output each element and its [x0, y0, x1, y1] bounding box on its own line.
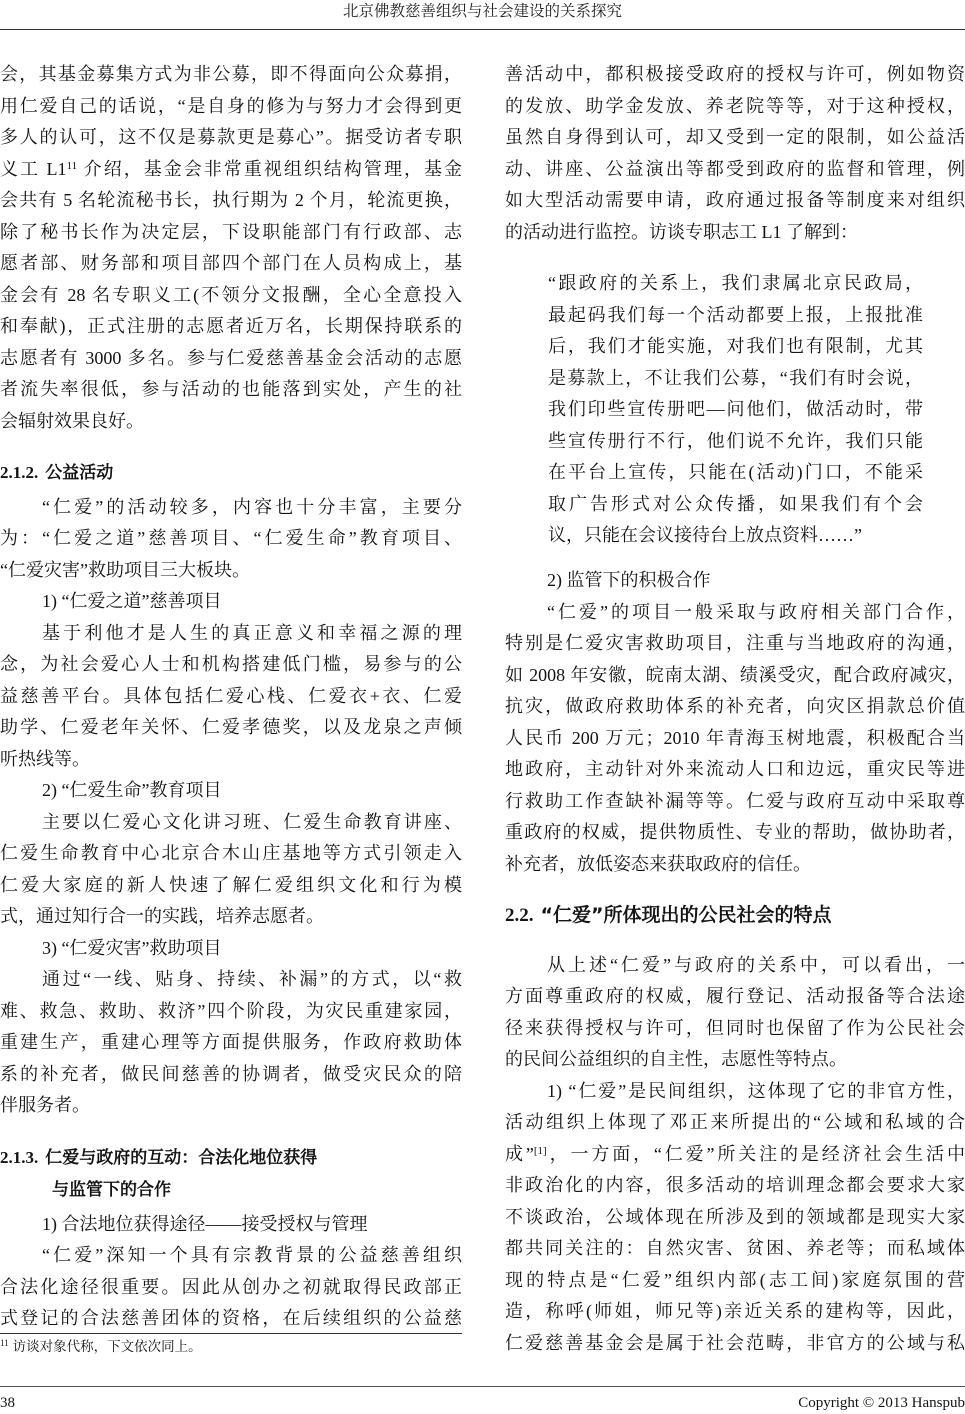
paragraph — [505, 597, 965, 881]
text-line: 补充者，放低姿态来获取政府的信任。 — [505, 853, 811, 874]
page-number: 38 — [0, 1395, 15, 1411]
paragraph — [0, 59, 462, 437]
paragraph — [0, 1240, 462, 1335]
section-number: 2.1.2. — [0, 463, 39, 482]
left-column — [0, 59, 462, 1335]
text-line: 仁爱生命教育中心北京合木山庄基地等方式引领走入 — [0, 843, 462, 863]
text-line: 动、讲座、公益演出等都受到政府的监督和管理，例 — [505, 158, 965, 179]
text-line: 非政治化的内容，很多活动的培训理念都会要求大家 — [505, 1175, 965, 1195]
text-line: 式，通过知行合一的实践，培养志愿者。 — [0, 906, 324, 926]
heading-line — [0, 457, 462, 490]
text-line: 念，为社会爱心人士和机构搭建低门槛，易参与的公 — [0, 654, 462, 674]
paragraph — [0, 964, 462, 1122]
text-line: 方面尊重政府的权威，履行登记、活动报备等合法途 — [505, 986, 965, 1006]
quote-line: 取广告形式对公众传播，如果我们有个会 — [548, 493, 923, 514]
text-line: 行救助工作查缺补漏等等。仁爱与政府互动中采取尊 — [505, 790, 965, 811]
text-line: 系的补充者，做民间慈善的协调者，做受灾民众的陪 — [0, 1063, 462, 1084]
superscript-ref: [1] — [533, 1144, 547, 1157]
quote-line: 在平台上宣传，只能在(活动)门口，不能采 — [548, 462, 923, 482]
list-item: 2) “仁爱生命”教育项目 — [42, 780, 222, 800]
text-line: 会，其基金募集方式为非公募，即不得面向公众募捐， — [0, 64, 462, 84]
text-line: 的活动进行监控。访谈专职志工 L1 了解到： — [505, 221, 858, 242]
text-line: 志愿者有 3000 多名。参与仁爱慈善基金会活动的志愿 — [0, 347, 462, 368]
paragraph — [0, 807, 462, 933]
text-line: 虽然自身得到认可，却又受到一定的限制，如公益活 — [505, 127, 965, 147]
text-line — [505, 1139, 965, 1171]
footer-rule — [0, 1386, 965, 1387]
text-line: 1) “仁爱”是民间组织，这体现了它的非官方性， — [547, 1080, 965, 1101]
copyright-notice: Copyright © 2013 Hanspub — [798, 1395, 965, 1411]
text-run: 义工 L1 — [0, 158, 67, 179]
text-run: 介绍，基金会非常重视组织结构管理，基金 — [77, 158, 462, 179]
text-line: 特别是仁爱灾害救助项目，注重与当地政府的沟通， — [505, 633, 965, 653]
paragraph — [0, 492, 462, 587]
footnote-mark: 11 — [0, 1338, 9, 1348]
text-line: 如 2008 年安徽，皖南太湖、绩溪受灾，配合政府减灾， — [505, 664, 965, 685]
section-heading — [505, 900, 965, 932]
quote-line: 议，只能在会议接待台上放点资料……” — [548, 525, 862, 545]
text-line: 人民币 200 万元；2010 年青海玉树地震，积极配合当 — [505, 727, 965, 748]
text-line: 不谈政治，公域体现在所涉及到的领域都是现实大家 — [505, 1206, 965, 1227]
text-line: 径来获得授权与许可，但同时也保留了作为公民社会 — [505, 1017, 965, 1038]
text-line: 助学、仁爱老年关怀、仁爱孝德奖，以及龙泉之声倾 — [0, 717, 462, 737]
text-line: 益慈善平台。具体包括仁爱心栈、仁爱衣+衣、仁爱 — [0, 685, 462, 706]
section-number: 2.2. — [505, 905, 534, 926]
running-title: 北京佛教慈善组织与社会建设的关系探究 — [342, 3, 622, 20]
paragraph — [505, 1076, 965, 1360]
text-line: 通过“一线、贴身、持续、补漏”的方式，以“救 — [42, 969, 462, 989]
text-line: 合法化途径很重要。因此从创办之初就取得民政部正 — [0, 1276, 462, 1297]
text-line: 现的特点是“仁爱”组织内部(志工间)家庭氛围的营 — [505, 1269, 965, 1290]
list-item: 1) “仁爱之道”慈善项目 — [42, 591, 222, 611]
footnote-text: 访谈对象代称，下文依次同上。 — [12, 1339, 202, 1354]
text-line: 会辐射效果良好。 — [0, 410, 144, 431]
text-line: 式登记的合法慈善团体的资格，在后续组织的公益慈 — [0, 1308, 462, 1328]
text-line: “仁爱灾害”救助项目三大板块。 — [0, 559, 250, 580]
text-line: 听热线等。 — [0, 748, 90, 769]
text-line: 用仁爱自己的话说，“是自身的修为与努力才会得到更 — [0, 95, 462, 116]
text-line: 造，称呼(师姐，师兄等)亲近关系的建构等，因此， — [505, 1301, 965, 1321]
paragraph — [0, 618, 462, 776]
right-column — [505, 59, 965, 1359]
text-line: 和奉献)，正式注册的志愿者近万名，长期保持联系的 — [0, 316, 462, 336]
section-number: 2.1.3. — [0, 1147, 39, 1167]
heading-line — [0, 1142, 462, 1175]
text-line: 者流失率很低，参与活动的也能落到实处，产生的社 — [0, 379, 462, 399]
list-item: 2) 监管下的积极合作 — [547, 570, 711, 590]
section-title: 与监管下的合作 — [52, 1180, 171, 1200]
quote-line: 些宣传册行不行，他们说不允许，我们只能 — [548, 430, 923, 451]
section-title: 仁爱与政府的互动：合法化地位获得 — [45, 1147, 318, 1168]
quote-line: 是募款上，不让我们公募，“我们有时会说， — [548, 367, 923, 388]
text-line: 除了秘书长作为决定层，下设职能部门有行政部、志 — [0, 221, 462, 242]
text-line: 抗灾，做政府救助体系的补充者，向灾区捐款总价值 — [505, 696, 965, 716]
text-line: 重建生产，重建心理等方面提供服务，作政府救助体 — [0, 1032, 462, 1052]
text-line: “仁爱”的项目一般采取与政府相关部门合作， — [547, 601, 965, 622]
text-run: 成” — [505, 1143, 534, 1164]
text-line: 主要以仁爱心文化讲习班、仁爱生命教育讲座、 — [42, 811, 462, 832]
text-line: 善活动中，都积极接受政府的授权与许可，例如物资 — [505, 64, 965, 84]
section-heading — [0, 457, 462, 490]
footnote — [0, 1337, 462, 1357]
text-line: 为：“仁爱之道”慈善项目、“仁爱生命”教育项目、 — [0, 528, 462, 548]
section-heading — [0, 1142, 462, 1207]
text-line: 活动组织上体现了邓正来所提出的“公域和私域的合 — [505, 1112, 965, 1132]
text-run: ，一方面，“仁爱”所关注的是经济社会生活中 — [546, 1143, 965, 1164]
quote-line: 我们印些宣传册吧—问他们，做活动时，带 — [548, 399, 923, 419]
quote-line: 最起码我们每一个活动都要上报，上报批准 — [548, 304, 923, 325]
text-line: 会共有 5 名轮流秘书长，执行期为 2 个月，轮流更换， — [0, 190, 462, 210]
paragraph — [505, 950, 965, 1076]
section-title: “仁爱”所体现出的公民社会的特点 — [540, 904, 832, 926]
text-line: 伴服务者。 — [0, 1095, 90, 1115]
header-rule — [0, 29, 965, 30]
text-line: 重政府的权威，提供物质性、专业的帮助，做协助者， — [505, 822, 965, 842]
quote-line: 后，我们才能实施，对我们也有限制，尤其 — [548, 336, 923, 356]
text-line: 的发放、助学金发放、养老院等等，对于这种授权， — [505, 95, 965, 116]
text-line: 的民间公益组织的自主性，志愿性等特点。 — [505, 1049, 847, 1069]
text-line: 金会有 28 名专职义工(不领分文报酬，全心全意投入 — [0, 284, 462, 305]
text-line: 多人的认可，这不仅是募款更是募心”。据受访者专职 — [0, 127, 462, 147]
text-line: 都共同关注的：自然灾害、贫困、养老等；而私域体 — [505, 1238, 965, 1258]
text-line: 愿者部、财务部和项目部四个部门在人员构成上，基 — [0, 253, 462, 273]
paragraph — [505, 59, 965, 248]
text-line: 地政府，主动针对外来流动人口和边远，重灾民等进 — [505, 759, 965, 779]
text-line: “仁爱”的活动较多，内容也十分丰富，主要分 — [42, 496, 462, 517]
text-line — [0, 154, 462, 186]
text-line: 如大型活动需要申请，政府通过报备等制度来对组织 — [505, 190, 965, 210]
heading-line — [0, 1174, 462, 1207]
text-line: 仁爱慈善基金会是属于社会范畴，非官方的公域与私 — [505, 1332, 965, 1353]
quote-line: “跟政府的关系上，我们隶属北京民政局， — [548, 273, 923, 293]
footnote-rule — [0, 1333, 462, 1334]
section-title: 公益活动 — [45, 463, 114, 483]
text-line: “仁爱”深知一个具有宗教背景的公益慈善组织 — [42, 1245, 462, 1265]
superscript-ref: 11 — [66, 159, 78, 172]
text-line: 基于利他才是人生的真正意义和幸福之源的理 — [42, 622, 462, 643]
text-line: 从上述“仁爱”与政府的关系中，可以看出，一 — [547, 954, 965, 975]
list-item: 3) “仁爱灾害”救助项目 — [42, 937, 222, 958]
text-line: 仁爱大家庭的新人快速了解仁爱组织文化和行为模 — [0, 874, 462, 895]
block-quote — [548, 268, 923, 552]
heading-line — [505, 900, 965, 932]
list-item: 1) 合法地位获得途径——接受授权与管理 — [42, 1213, 368, 1234]
text-line: 难、救急、救助、救济”四个阶段，为灾民重建家园， — [0, 1000, 462, 1021]
